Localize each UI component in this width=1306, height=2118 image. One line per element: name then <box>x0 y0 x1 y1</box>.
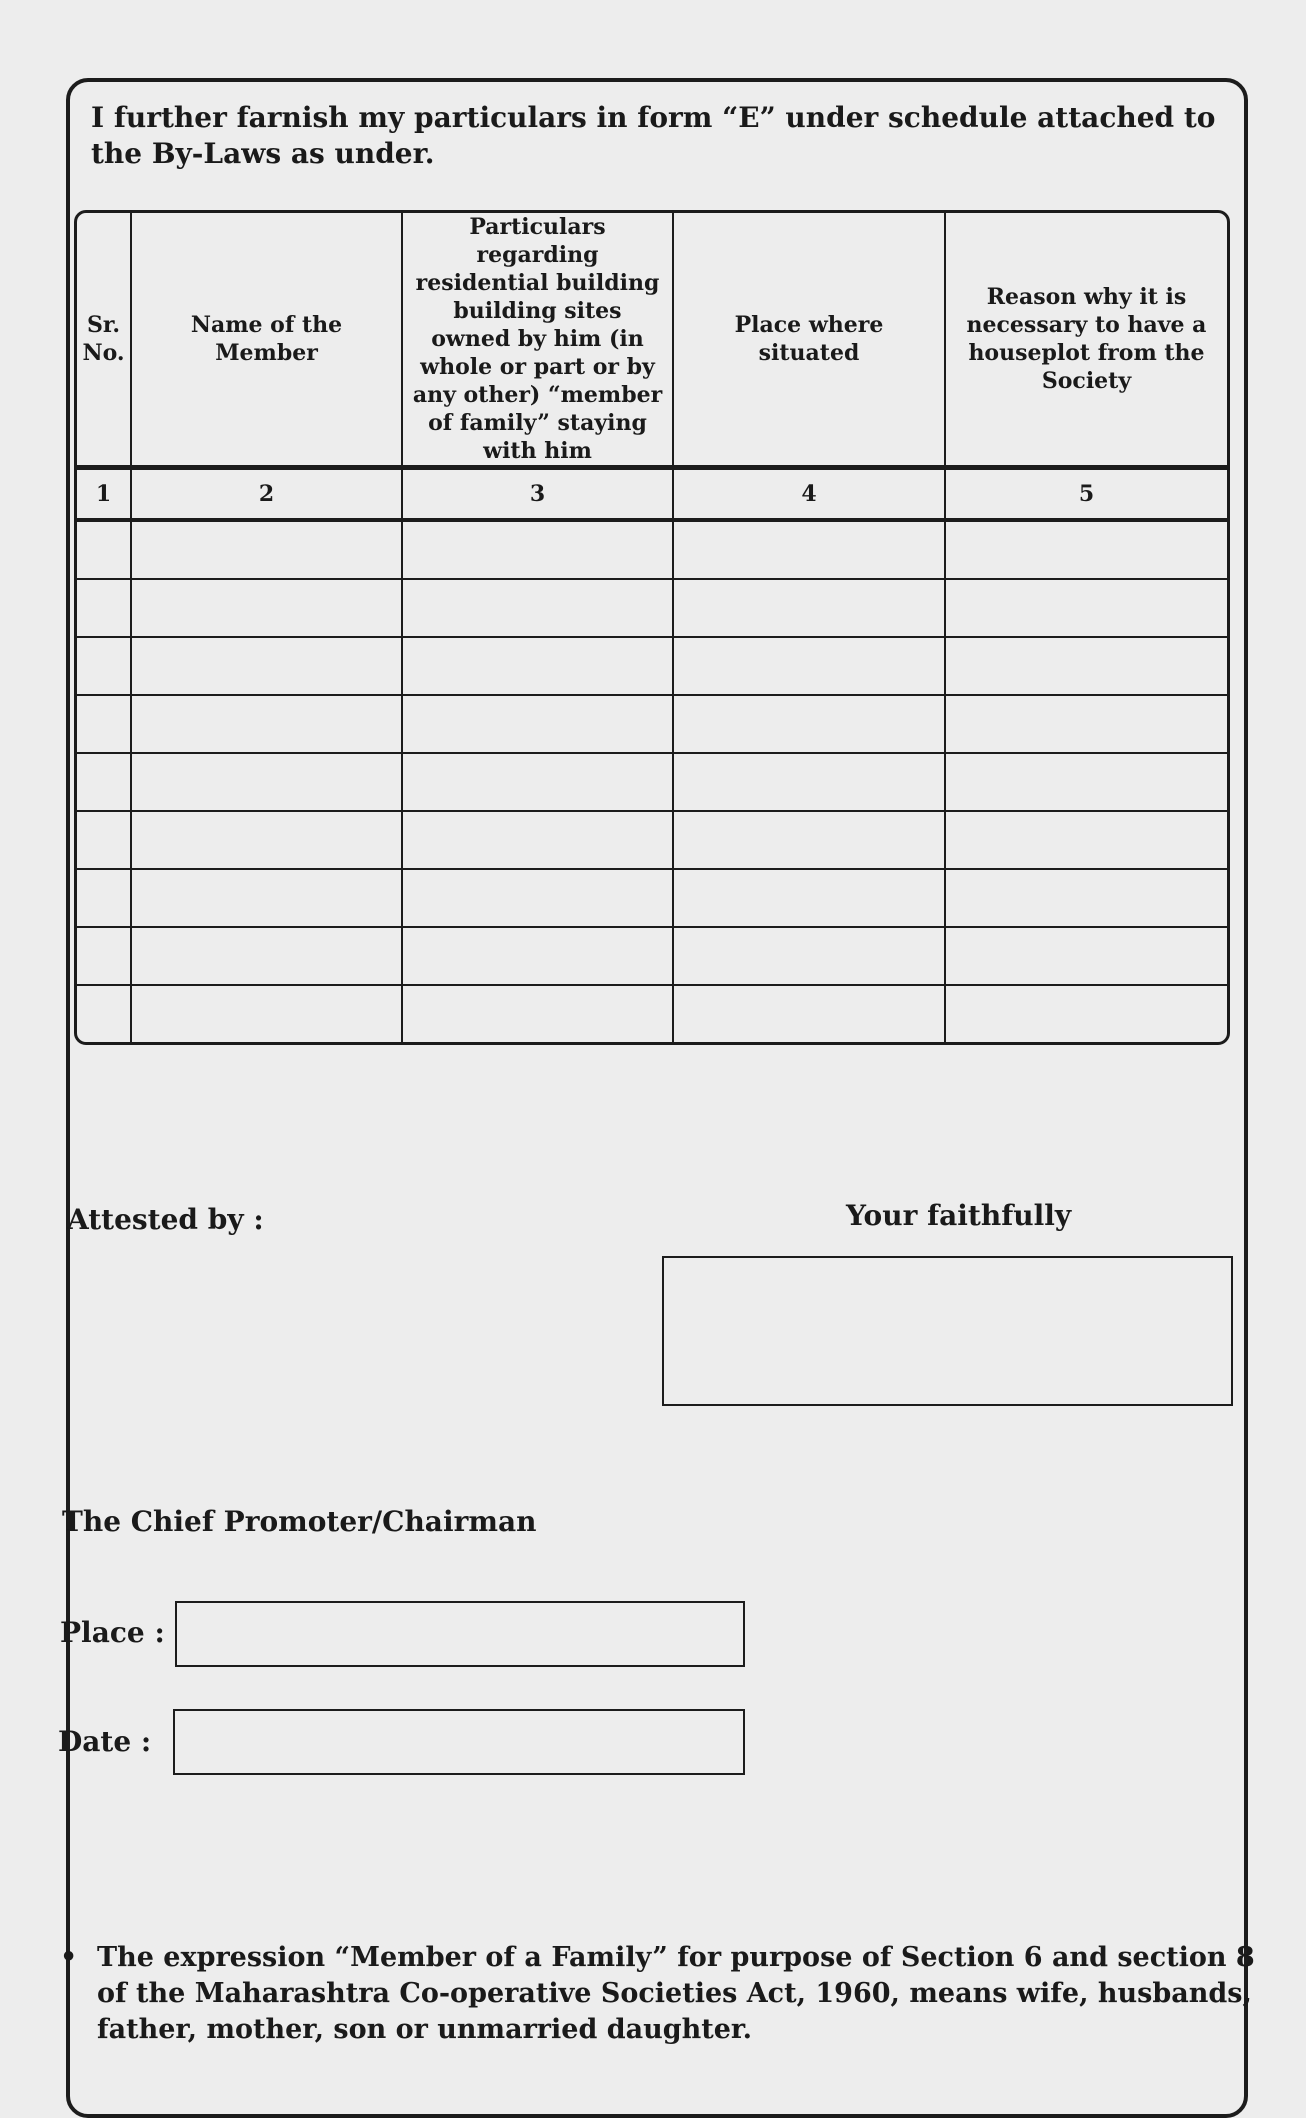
intro-paragraph: I further farnish my particulars in form “E” under schedule attached to the By-Laws as under. <box>91 101 1216 170</box>
column-number: 5 <box>946 467 1227 522</box>
place-field[interactable] <box>175 1601 745 1667</box>
column-number: 2 <box>132 467 403 522</box>
table-cell[interactable] <box>132 870 403 928</box>
table-cell[interactable] <box>674 522 946 580</box>
particulars-table <box>74 210 1230 1045</box>
table-cell[interactable] <box>132 638 403 696</box>
header-reason: Reason why it is necessary to have a houseplot from the Society <box>946 213 1227 467</box>
table-cell[interactable] <box>674 928 946 986</box>
place-label: Place : <box>60 1616 165 1649</box>
chief-promoter-label: The Chief Promoter/Chairman <box>62 1505 537 1538</box>
table-cell[interactable] <box>77 870 132 928</box>
table-cell[interactable] <box>132 928 403 986</box>
column-number: 3 <box>403 467 674 522</box>
date-label: Date : <box>58 1725 152 1758</box>
table-cell[interactable] <box>946 870 1227 928</box>
table-cell[interactable] <box>674 580 946 638</box>
table-row <box>77 580 1227 638</box>
header-place: Place where situated <box>674 213 946 467</box>
date-field[interactable] <box>173 1709 745 1775</box>
table-cell[interactable] <box>77 638 132 696</box>
table-cell[interactable] <box>674 870 946 928</box>
attested-by-label: Attested by : <box>67 1203 264 1236</box>
table-cell[interactable] <box>77 522 132 580</box>
table-row <box>77 928 1227 986</box>
yours-faithfully-label: Your faithfully <box>846 1199 1072 1232</box>
column-number-row <box>77 467 1227 522</box>
column-number: 1 <box>77 467 132 522</box>
header-sr-no: Sr. No. <box>77 213 132 467</box>
table-cell[interactable] <box>946 638 1227 696</box>
table-row <box>77 522 1227 580</box>
table-cell[interactable] <box>77 580 132 638</box>
table-cell[interactable] <box>77 928 132 986</box>
table-row <box>77 754 1227 812</box>
table-row <box>77 638 1227 696</box>
table-cell[interactable] <box>946 580 1227 638</box>
table-cell[interactable] <box>946 696 1227 754</box>
table-cell[interactable] <box>403 638 674 696</box>
table-cell[interactable] <box>403 754 674 812</box>
table-row <box>77 986 1227 1042</box>
table-cell[interactable] <box>674 696 946 754</box>
blank-rows <box>77 522 1227 1042</box>
table-cell[interactable] <box>77 986 132 1042</box>
table-cell[interactable] <box>403 870 674 928</box>
table-cell[interactable] <box>946 522 1227 580</box>
table-cell[interactable] <box>132 696 403 754</box>
table-cell[interactable] <box>403 986 674 1042</box>
table-cell[interactable] <box>132 986 403 1042</box>
table-cell[interactable] <box>674 986 946 1042</box>
table-cell[interactable] <box>77 696 132 754</box>
table-cell[interactable] <box>674 638 946 696</box>
table-cell[interactable] <box>674 754 946 812</box>
table-cell[interactable] <box>403 522 674 580</box>
table-cell[interactable] <box>132 580 403 638</box>
table-cell[interactable] <box>946 754 1227 812</box>
signature-box[interactable] <box>662 1256 1233 1406</box>
header-particulars: Particulars regarding residential building building sites owned by him (in whole or part or by any other) “member of family” staying with him <box>403 213 674 467</box>
table-cell[interactable] <box>132 754 403 812</box>
header-member-name: Name of the Member <box>132 213 403 467</box>
table-row <box>77 870 1227 928</box>
table-row <box>77 812 1227 870</box>
table-cell[interactable] <box>674 812 946 870</box>
bullet-icon: • <box>60 1942 78 1973</box>
table-cell[interactable] <box>132 812 403 870</box>
note-text: The expression “Member of a Family” for purpose of Section 6 and section 8 of the Maharashtra Co-operative Societies Act, 1960, means wife, husbands, father, mother, son or unmarried daughter. <box>97 1942 1255 2045</box>
table-cell[interactable] <box>403 696 674 754</box>
table-cell[interactable] <box>77 754 132 812</box>
table-cell[interactable] <box>132 522 403 580</box>
family-definition-note <box>60 1940 1260 2048</box>
table-cell[interactable] <box>403 928 674 986</box>
table-cell[interactable] <box>77 812 132 870</box>
table-cell[interactable] <box>946 986 1227 1042</box>
column-number: 4 <box>674 467 946 522</box>
table-row <box>77 696 1227 754</box>
table-cell[interactable] <box>403 812 674 870</box>
table-cell[interactable] <box>946 928 1227 986</box>
table-cell[interactable] <box>403 580 674 638</box>
table-cell[interactable] <box>946 812 1227 870</box>
